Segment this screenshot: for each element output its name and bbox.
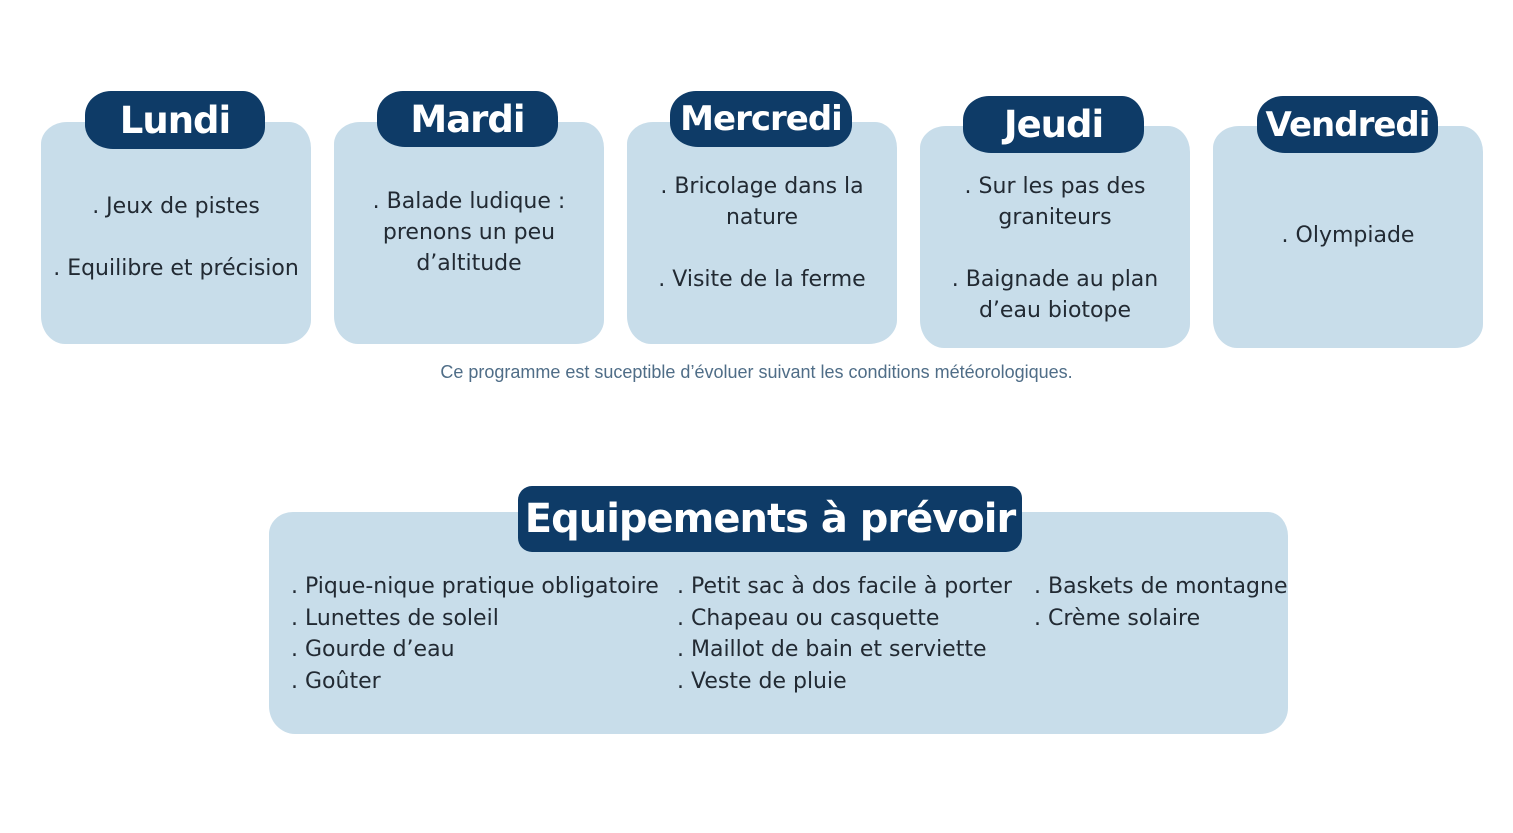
day-tab-jeudi: Jeudi xyxy=(963,96,1144,153)
activity-line: . Baignade au plan xyxy=(951,267,1159,292)
equipment-column-3 xyxy=(1034,571,1287,634)
equipment-item: . Crème solaire xyxy=(1034,605,1201,631)
day-tab-mercredi: Mercredi xyxy=(670,91,852,147)
day-activities-mardi xyxy=(334,186,604,279)
activity-line: . Balade ludique : xyxy=(372,189,566,214)
weather-note: Ce programme est suceptible d’évoluer suivant les conditions météorologiques. xyxy=(440,362,1073,382)
day-card-mercredi xyxy=(627,122,897,344)
day-tab-lundi: Lundi xyxy=(85,91,265,149)
activity-line: . Jeux de pistes xyxy=(92,194,260,219)
activity-gap xyxy=(627,233,897,264)
day-tab-vendredi: Vendredi xyxy=(1257,96,1438,153)
activity-line: . Sur les pas des xyxy=(964,174,1146,199)
activity-line: nature xyxy=(725,205,799,230)
day-tab-mardi: Mardi xyxy=(377,91,558,147)
activity-line: . Olympiade xyxy=(1281,223,1415,248)
day-activities-lundi xyxy=(41,191,311,284)
activity-line: d’eau biotope xyxy=(978,298,1132,323)
equipment-item: . Veste de pluie xyxy=(677,668,847,694)
equipment-item: . Maillot de bain et serviette xyxy=(677,637,987,662)
equipment-item: . Petit sac à dos facile à porter xyxy=(677,574,1012,599)
activity-line: d’altitude xyxy=(416,251,522,276)
day-card-lundi xyxy=(41,122,311,344)
equipment-column-2 xyxy=(677,571,1012,697)
activity-gap xyxy=(920,233,1190,264)
activity-line: graniteurs xyxy=(998,205,1112,230)
equipment-title: Equipements à prévoir xyxy=(518,486,1022,552)
activity-gap xyxy=(41,222,311,253)
equipment-item: . Lunettes de soleil xyxy=(291,605,499,631)
day-activities-mercredi xyxy=(627,171,897,295)
equipment-item: . Chapeau ou casquette xyxy=(677,605,940,631)
equipment-item: . Gourde d’eau xyxy=(291,637,455,662)
day-card-jeudi xyxy=(920,126,1190,348)
activity-line: . Equilibre et précision xyxy=(53,256,299,281)
activity-line: . Bricolage dans la xyxy=(660,174,864,199)
activity-line: prenons un peu xyxy=(382,220,556,245)
equipment-item: . Baskets de montagne xyxy=(1034,574,1288,599)
equipment-column-1 xyxy=(291,571,659,697)
day-card-mardi xyxy=(334,122,604,344)
day-card-vendredi xyxy=(1213,126,1483,348)
equipment-item: . Pique-nique pratique obligatoire xyxy=(291,574,659,599)
activity-line: . Visite de la ferme xyxy=(658,267,866,292)
day-activities-jeudi xyxy=(920,171,1190,326)
day-activities-vendredi xyxy=(1213,220,1483,251)
equipment-item: . Goûter xyxy=(291,668,381,694)
